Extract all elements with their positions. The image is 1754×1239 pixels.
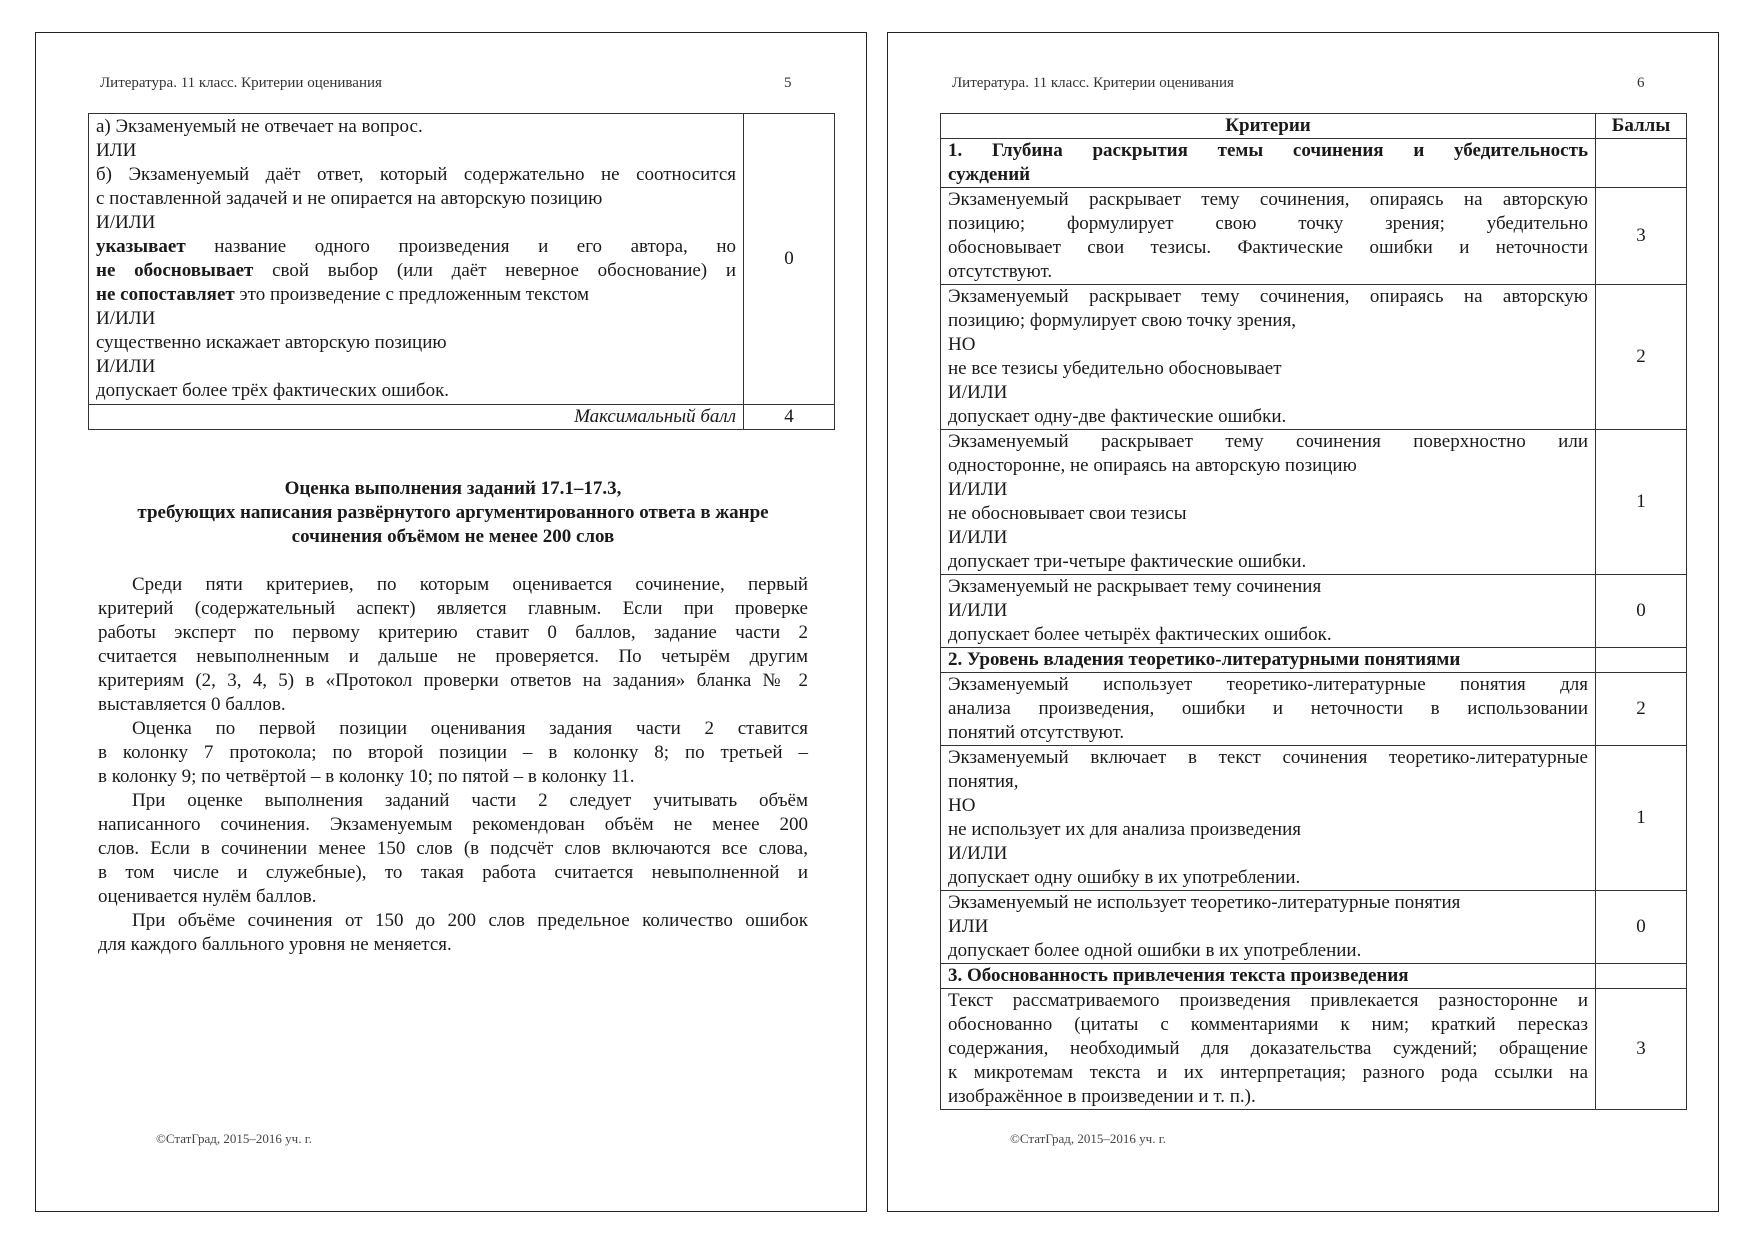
criterion-score — [1596, 139, 1687, 188]
criterion-description — [89, 114, 744, 405]
criterion-line: позицию; формулирует свою точку зрения; убедительно — [948, 213, 1588, 234]
criterion-line: Текст рассматриваемого произведения привлекается разносторонне и — [948, 990, 1588, 1011]
body-line: оценивается нулём баллов. — [98, 886, 317, 907]
criterion-line: И/ИЛИ — [948, 527, 1008, 548]
body-paragraph — [98, 573, 808, 717]
heading-line: сочинения объёмом не менее 200 слов — [291, 526, 615, 547]
criterion-description — [941, 430, 1596, 575]
criterion-line: И/ИЛИ — [948, 843, 1008, 864]
criterion-description — [941, 575, 1596, 648]
criterion-line: допускает одну ошибку в их употреблении. — [948, 867, 1301, 888]
criterion-line: к микротемам текста и их интерпретация; разного рода ссылки на — [948, 1062, 1588, 1083]
criterion-row — [941, 891, 1687, 964]
criterion-score: 1 — [1596, 746, 1687, 891]
criterion-description — [941, 188, 1596, 285]
criterion-section-row — [941, 648, 1687, 673]
body-line: критерий (содержательный аспект) является главным. Если при проверке — [98, 598, 808, 619]
criterion-line: односторонне, не опираясь на авторскую позицию — [948, 455, 1357, 476]
criterion-section-title — [941, 964, 1596, 989]
body-line: критериям (2, 3, 4, 5) в «Протокол проверки ответов на задания» бланка № 2 — [98, 670, 808, 691]
criterion-line: И/ИЛИ — [96, 308, 156, 329]
criterion-line: НО — [948, 795, 976, 816]
criterion-line: допускает более трёх фактических ошибок. — [96, 380, 450, 401]
criteria-table-body — [941, 139, 1687, 1110]
body-line: в том числе и служебные), то такая работа считается невыполненной и — [98, 862, 808, 883]
body-paragraph — [98, 717, 808, 789]
criterion-line: не все тезисы убедительно обосновывает — [948, 358, 1282, 379]
criterion-section-title — [941, 648, 1596, 673]
criterion-description — [941, 989, 1596, 1110]
criterion-line: Экзаменуемый раскрывает тему сочинения, опираясь на авторскую — [948, 189, 1588, 210]
criterion-line: суждений — [948, 164, 1031, 185]
criterion-line: изображённое в произведении и т. п.). — [948, 1086, 1256, 1107]
bold-term: не сопоставляет — [96, 284, 235, 305]
criterion-line: И/ИЛИ — [96, 212, 156, 233]
criterion-row — [941, 188, 1687, 285]
criterion-line: И/ИЛИ — [96, 356, 156, 377]
body-line: в колонку 7 протокола; по второй позиции – в колонку 8; по третьей – — [98, 742, 808, 763]
body-line: При объёме сочинения от 150 до 200 слов предельное количество ошибок — [132, 910, 808, 931]
line-rest: это произведение с предложенным текстом — [234, 284, 589, 305]
heading-line: Оценка выполнения заданий 17.1–17.3, — [284, 478, 622, 499]
line-rest: свой выбор (или даёт неверное обоснование) и — [253, 260, 736, 281]
criterion-line: обоснованно (цитаты с комментариями к ним; краткий пересказ — [948, 1014, 1588, 1035]
criterion-line: Экзаменуемый не использует теоретико-литературные понятия — [948, 892, 1461, 913]
running-head-left: Литература. 11 класс. Критерии оценивания — [100, 75, 382, 91]
criterion-line: Экзаменуемый не раскрывает тему сочинения — [948, 576, 1322, 597]
criterion-line: допускает более четырёх фактических ошибок. — [948, 624, 1332, 645]
criteria-table — [940, 113, 1687, 1110]
body-line: считается невыполненным и дальше не проверяется. По четырём другим — [98, 646, 808, 667]
page-right — [887, 32, 1719, 1212]
criterion-line: отсутствуют. — [948, 261, 1053, 282]
criterion-line: не обосновывает свои тезисы — [948, 503, 1187, 524]
heading-line: требующих написания развёрнутого аргументированного ответа в жанре — [137, 502, 769, 523]
criterion-score — [1596, 964, 1687, 989]
body-line: выставляется 0 баллов. — [98, 694, 286, 715]
criterion-row — [941, 746, 1687, 891]
criterion-line: Экзаменуемый включает в текст сочинения теоретико-литературные — [948, 747, 1588, 768]
criterion-line: И/ИЛИ — [948, 600, 1008, 621]
bold-term: указывает — [96, 236, 186, 257]
criterion-line: ИЛИ — [96, 140, 137, 161]
criterion-score: 2 — [1596, 673, 1687, 746]
header-criteria: Критерии — [941, 114, 1596, 139]
criterion-line: позицию; формулирует свою точку зрения, — [948, 310, 1297, 331]
criterion-line: 1. Глубина раскрытия темы сочинения и убедительность — [948, 140, 1588, 161]
criterion-line: не использует их для анализа произведения — [948, 819, 1302, 840]
criterion-line-bold — [96, 235, 736, 259]
criteria-table-continued — [88, 113, 835, 430]
footer-left: ©СтатГрад, 2015–2016 уч. г. — [156, 1131, 312, 1146]
criterion-score — [1596, 648, 1687, 673]
running-head-right: Литература. 11 класс. Критерии оценивания — [952, 75, 1234, 91]
header-points: Баллы — [1596, 114, 1687, 139]
criterion-description — [941, 891, 1596, 964]
body-line: Оценка по первой позиции оценивания задания части 2 ставится — [132, 718, 808, 739]
criterion-row — [941, 575, 1687, 648]
body-line: Среди пяти критериев, по которым оценивается сочинение, первый — [132, 574, 808, 595]
table-header-row — [941, 114, 1687, 139]
body-line: работы эксперт по первому критерию ставит 0 баллов, задание части 2 — [98, 622, 808, 643]
criterion-line: с поставленной задачей и не опирается на авторскую позицию — [96, 188, 603, 209]
body-line: для каждого балльного уровня не меняется. — [98, 934, 452, 955]
criterion-line: анализа произведения, ошибки и неточности в использовании — [948, 698, 1588, 719]
criterion-score: 0 — [1596, 575, 1687, 648]
criterion-row — [941, 430, 1687, 575]
criterion-score: 0 — [1596, 891, 1687, 964]
criterion-description — [941, 285, 1596, 430]
criterion-line: И/ИЛИ — [948, 382, 1008, 403]
section-heading — [98, 477, 808, 549]
body-line: слов. Если в сочинении менее 150 слов (в подсчёт слов включаются все слова, — [98, 838, 808, 859]
criterion-score: 2 — [1596, 285, 1687, 430]
body-line: в колонку 9; по четвёртой – в колонку 10; по пятой – в колонку 11. — [98, 766, 635, 787]
body-text — [98, 573, 808, 957]
criterion-section-row — [941, 964, 1687, 989]
page-number-right: 6 — [1637, 75, 1645, 91]
criterion-line-bold — [96, 283, 736, 307]
criterion-score: 1 — [1596, 430, 1687, 575]
criterion-line: 3. Обоснованность привлечения текста произведения — [948, 965, 1409, 986]
table-row — [89, 114, 835, 405]
body-paragraph — [98, 909, 808, 957]
criterion-line: Экзаменуемый использует теоретико-литературные понятия для — [948, 674, 1588, 695]
criterion-line: ИЛИ — [948, 916, 989, 937]
criterion-line-bold — [96, 259, 736, 283]
criterion-line: допускает более одной ошибки в их употреблении. — [948, 940, 1362, 961]
body-line: При оценке выполнения заданий части 2 следует учитывать объём — [132, 790, 808, 811]
criterion-section-title — [941, 139, 1596, 188]
criterion-row — [941, 673, 1687, 746]
criterion-line: НО — [948, 334, 976, 355]
criterion-line: понятия, — [948, 771, 1019, 792]
criterion-score: 0 — [744, 114, 835, 405]
criterion-line: 2. Уровень владения теоретико-литературными понятиями — [948, 649, 1461, 670]
page-number-left: 5 — [784, 75, 792, 91]
criterion-line: понятий отсутствуют. — [948, 722, 1125, 743]
criterion-line: И/ИЛИ — [948, 479, 1008, 500]
footer-right: ©СтатГрад, 2015–2016 уч. г. — [1010, 1131, 1166, 1146]
criterion-line: допускает одну-две фактические ошибки. — [948, 406, 1287, 427]
criterion-line: допускает три-четыре фактические ошибки. — [948, 551, 1307, 572]
criterion-description — [941, 746, 1596, 891]
line-rest: название одного произведения и его автора, но — [185, 236, 736, 257]
max-score-label: Максимальный балл — [89, 405, 744, 430]
criterion-row — [941, 285, 1687, 430]
criterion-line: существенно искажает авторскую позицию — [96, 332, 447, 353]
criterion-score: 3 — [1596, 989, 1687, 1110]
max-score-row — [89, 405, 835, 430]
body-line: написанного сочинения. Экзаменуемым рекомендован объём не менее 200 — [98, 814, 808, 835]
bold-term: не обосновывает — [96, 260, 254, 281]
criterion-line: Экзаменуемый раскрывает тему сочинения, опираясь на авторскую — [948, 286, 1588, 307]
criterion-description — [941, 673, 1596, 746]
criterion-line: обосновывает свои тезисы. Фактические ошибки и неточности — [948, 237, 1588, 258]
criterion-section-row — [941, 139, 1687, 188]
body-paragraph — [98, 789, 808, 909]
page-left — [35, 32, 867, 1212]
criterion-score: 3 — [1596, 188, 1687, 285]
max-score-value: 4 — [744, 405, 835, 430]
criterion-line: а) Экзаменуемый не отвечает на вопрос. — [96, 116, 423, 137]
criterion-line: б) Экзаменуемый даёт ответ, который содержательно не соотносится — [96, 164, 736, 185]
criterion-row — [941, 989, 1687, 1110]
criterion-line: содержания, необходимый для доказательства суждений; обращение — [948, 1038, 1588, 1059]
criterion-line: Экзаменуемый раскрывает тему сочинения поверхностно или — [948, 431, 1588, 452]
